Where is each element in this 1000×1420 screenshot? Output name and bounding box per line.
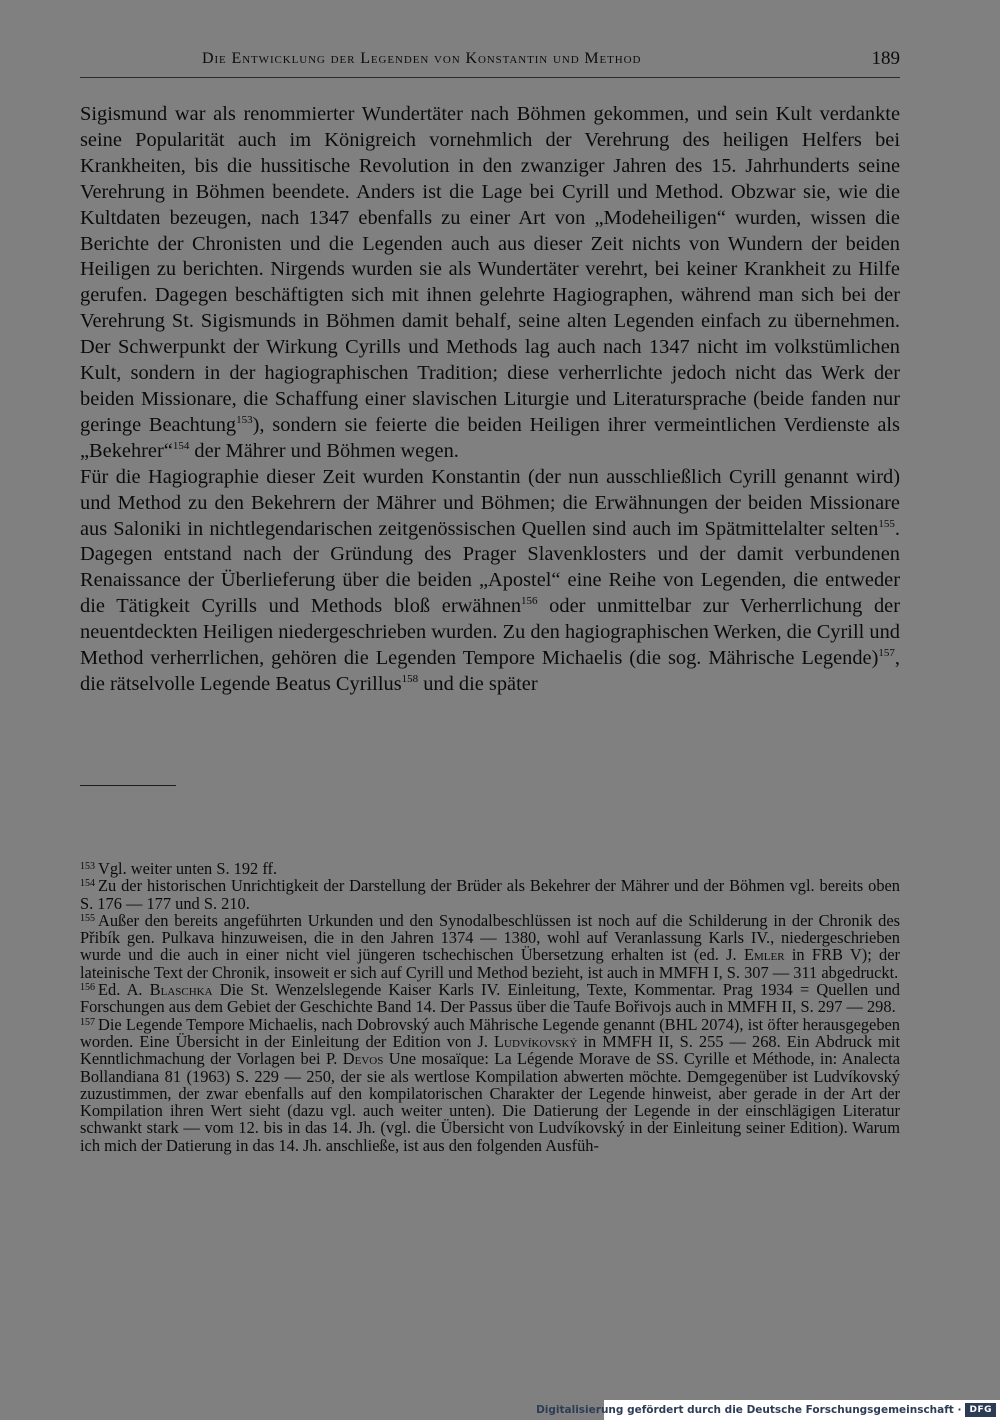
author-name: Devos	[342, 1049, 384, 1069]
running-title: Die Entwicklung der Legenden von Konstantin und Method	[202, 50, 642, 67]
main-text	[80, 102, 900, 698]
paragraph-1-text-a: Sigismund war als renommierter Wundertäter nach Böhmen gekommen, und sein Kult verdankte seine Popularität auch im Königreich vornehmlich der Verehrung des heiligen Helfers bei Krankheiten, bis die hussitische Revolution in den zwanziger Jahren des 15. Jahrhunderts seine Verehrung in Böhmen beendete. Anders ist die Lage bei Cyrill und Method. Obzwar sie, wie die Kultdaten bezeugen, nach 1347 ebenfalls zu einer Art von „Modeheiligen“ wurden, wissen die Berichte der Chronisten und die Legenden auch aus dieser Zeit nichts von Wundern der beiden Heiligen zu berichten. Nirgends wurden sie als Wundertäter verehrt, bei keiner Krankheit zu Hilfe gerufen. Dagegen beschäftigten sich mit ihnen gelehrte Hagiographen, während man sich bei der Verehrung St. Sigismunds in Böhmen damit behalf, seine alten Legenden einfach zu übernehmen. Der Schwerpunkt der Wirkung Cyrills und Methods lag auch nach 1347 nicht im volkstümlichen Kult, sondern in der hagiographischen Tradition; diese verherrlichte jedoch nicht das Werk der beiden Missionare, die Schaffung einer slavischen Liturgie und Literatursprache (beide fanden nur geringe Beachtung	[80, 103, 900, 436]
footnote-154	[80, 877, 900, 912]
paragraph-1-text-b: ), sondern sie feierte die beiden Heiligen ihrer vermeintlichen Verdienste als „Bekehrer“	[80, 413, 900, 462]
footnote-number: 156	[80, 982, 95, 994]
paragraph-2-text-a: Für die Hagiographie dieser Zeit wurden Konstantin (der nun ausschließlich Cyrill genannt wird) und Method zu den Bekehrern der Mährer und Böhmen; die Erwähnungen der beiden Missionare aus Saloniki in nichtlegendarischen zeitgenössischen Quellen sind auch im Spätmittelalter selten	[80, 465, 900, 540]
footnote-ref-157: 157	[878, 647, 895, 660]
digitization-credit-bar	[536, 1400, 1000, 1420]
footnote-number: 155	[80, 912, 95, 924]
footnote-153	[80, 860, 900, 877]
footnote-number: 153	[80, 861, 95, 872]
footnote-text: in MMFH II, S. 255 — 268. Ein Abdruck mit Kenntlichmachung der Vorlagen bei P.	[80, 1031, 901, 1069]
header-rule	[80, 77, 900, 78]
paragraph-1-text-c: der Mährer und Böhmen wegen.	[189, 439, 459, 462]
footnote-text: Ed. A.	[98, 980, 150, 1000]
dfg-logo-icon: DFG	[965, 1403, 996, 1417]
paragraph-2-text-c: oder unmittelbar zur Verherrlichung der neuentdeckten Heiligen niedergeschrieben wurden. Zu den hagiographischen Werken, die Cyrill und Method verherrlichen, gehören die Legenden Tempore Michaelis (die sog. Mährische Legende)	[80, 595, 901, 670]
footnotes	[80, 860, 900, 1154]
footnote-separator	[80, 785, 176, 786]
footnote-text: Une mosaïque: La Légende Morave de SS. Cyrille et Méthode, in: Analecta Bollandiana 81 (1963) S. 229 — 250, der sie als wertlose Kompilation abwerten möchte. Demgegenüber ist Ludvíkovský zuzustimmen, der zwar ebenfalls auf den kompilatorischen Charakter der Legende hinweist, aber gerade in der Art der Kompilation ihren Wert sieht (dazu vgl. auch weiter unten). Die Datierung der Legende in der einschlägigen Literatur schwankt stark — vom 12. bis in das 14. Jh. (vgl. die Übersicht von Ludvíkovský in der Einleitung seiner Edition). Warum ich mich der Datierung in das 14. Jh. anschließe, ist aus den folgenden Ausfüh-	[80, 1049, 900, 1155]
footnote-ref-155: 155	[878, 517, 895, 530]
paragraph-2-text-e: und die später	[418, 672, 538, 695]
footnote-ref-156: 156	[521, 595, 538, 608]
footnote-ref-153: 153	[236, 413, 253, 426]
footnote-text: Vgl. weiter unten S. 192 ff.	[98, 859, 278, 878]
footnote-157	[80, 1016, 900, 1154]
author-name: Ludvíkovský	[494, 1031, 578, 1051]
paragraph-1	[80, 102, 900, 465]
digitization-credit: Digitalisierung gefördert durch die Deutsche Forschungsgemeinschaft ·	[536, 1404, 962, 1416]
footnote-number: 157	[80, 1016, 95, 1028]
paragraph-2-text-d: , die rätselvolle Legende Beatus Cyrillus	[80, 647, 900, 695]
footnote-ref-158: 158	[401, 672, 419, 685]
footnote-text: Die St. Wenzelslegende Kaiser Karls IV. Einleitung, Texte, Kommentar. Prag 1934 = Quellen und Forschungen aus dem Gebiet der Geschichte Band 14. Der Passus über die Taufe Bořivojs auch in MMFH II, S. 297 — 298.	[80, 980, 900, 1017]
footnote-text: Die Legende Tempore Michaelis, nach Dobrovský auch Mährische Legende genannt (BHL 2074), ist öfter herausgegeben worden. Eine Übersicht in der Einleitung der Edition von J.	[80, 1014, 900, 1051]
paragraph-2	[80, 465, 900, 698]
footnote-text: in FRB V); der lateinische Text der Chronik, insoweit er sich auf Cyrill und Method bezieht, ist auch in MMFH I, S. 307 — 311 abgedruckt.	[80, 945, 900, 982]
footnote-ref-154: 154	[172, 439, 190, 452]
author-name: Emler	[743, 945, 785, 965]
author-name: Blaschka	[149, 980, 213, 1000]
page-number: 189	[871, 48, 900, 69]
page-header	[80, 50, 900, 76]
footnote-text: Außer den bereits angeführten Urkunden und den Synodalbeschlüssen ist noch auf die Schilderung in der Chronik des Přibík gen. Pulkava hinzuweisen, die in den Jahren 1374 — 1380, wohl auf Veranlassung Karls IV., niedergeschrieben wurde und die auch in einer nicht viel jüngeren tschechischen Übersetzung erhalten ist (ed. J.	[80, 910, 900, 965]
footnote-text: Zu der historischen Unrichtigkeit der Darstellung der Brüder als Bekehrer der Mährer und der Böhmen vgl. bereits oben S. 176 — 177 und S. 210.	[80, 876, 900, 913]
paragraph-2-text-b: . Dagegen entstand nach der Gründung des Prager Slavenklosters und der damit verbundenen Renaissance der Überlieferung über die beiden „Apostel“ eine Reihe von Legenden, die entweder die Tätigkeit Cyrills und Methods bloß erwähnen	[80, 517, 900, 618]
footnote-156	[80, 981, 900, 1016]
footnote-number: 154	[80, 878, 95, 890]
footnote-155	[80, 912, 900, 981]
